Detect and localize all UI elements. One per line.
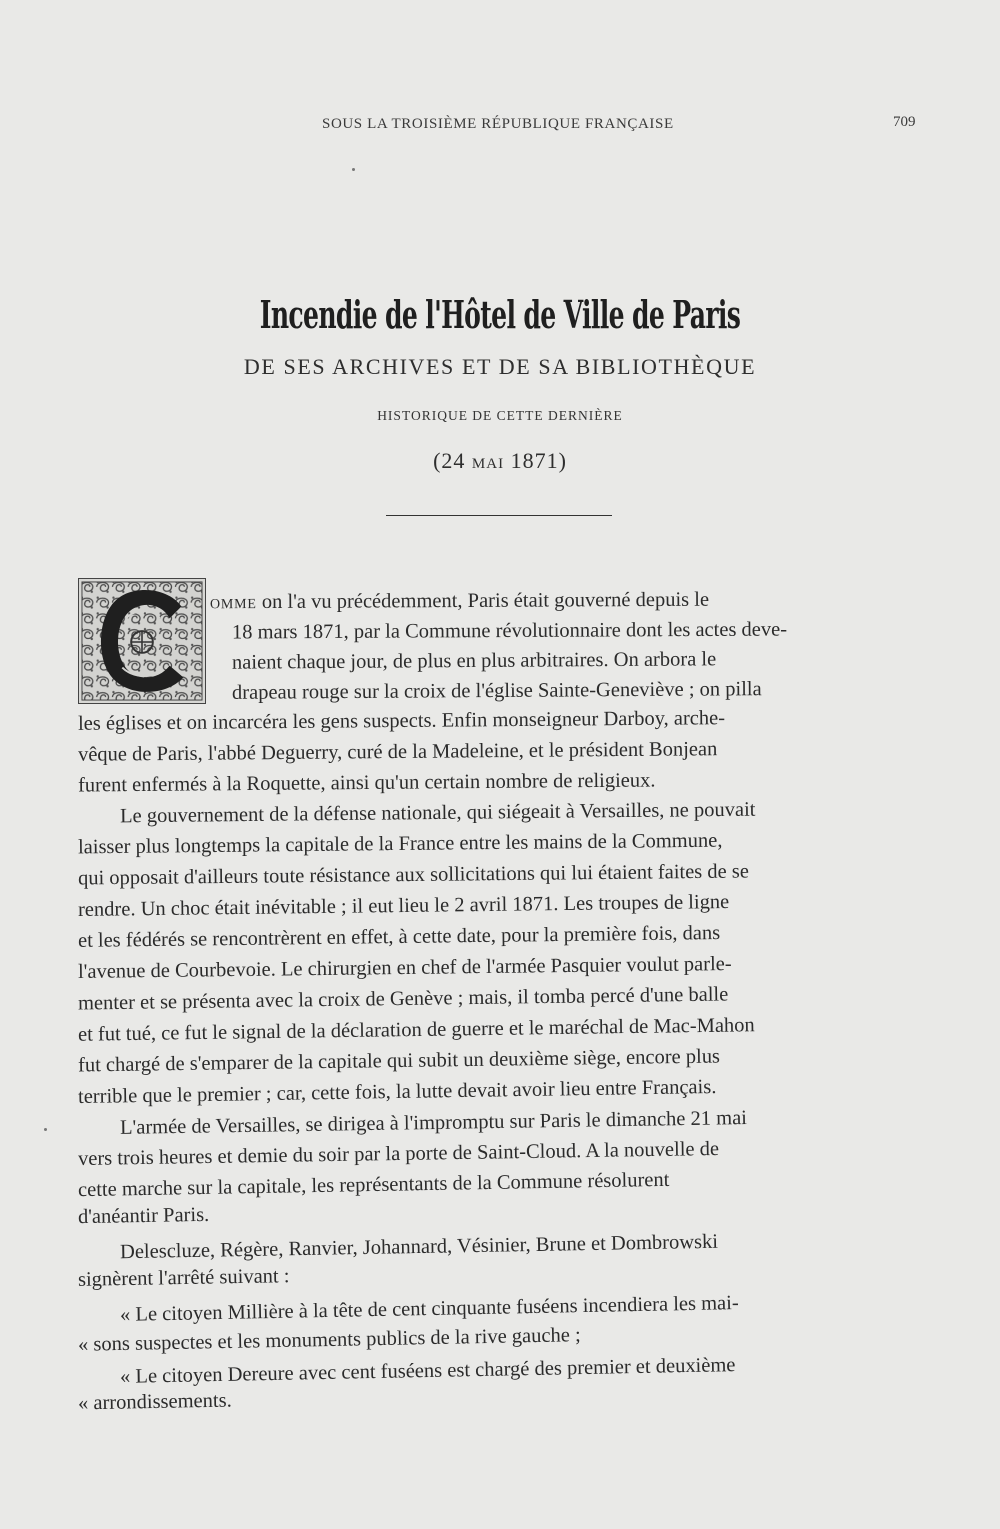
text-line: et fut tué, ce fut le signal de la déclaration de guerre et le maréchal de Mac-Mahon <box>77 1014 755 1046</box>
date-line <box>0 448 1000 474</box>
text-line: drapeau rouge sur la croix de l'église Sainte-Geneviève ; on pilla <box>231 678 762 704</box>
text-line: L'armée de Versailles, se dirigea à l'impromptu sur Paris le dimanche 21 mai <box>119 1107 748 1139</box>
text-line: terrible que le premier ; car, cette fois, la lutte devait avoir lieu entre Français. <box>77 1075 717 1109</box>
subsubtitle: HISTORIQUE DE CETTE DERNIÈRE <box>377 408 623 423</box>
text-line: l'avenue de Courbevoie. Le chirurgien en chef de l'armée Pasquier voulut parle- <box>77 953 732 983</box>
text-line: « sons suspectes et les monuments publics de la rive gauche ; <box>77 1324 581 1356</box>
text-line: 18 mars 1871, par la Commune révolutionnaire dont les actes deve- <box>231 618 788 644</box>
text-line: vêque de Paris, l'abbé Deguerry, curé de la Madeleine, et le président Bonjean <box>77 738 718 766</box>
text-line: rendre. Un choc était inévitable ; il eut lieu le 2 avril 1871. Les troupes de ligne <box>77 891 730 921</box>
text-line: « Le citoyen Millière à la tête de cent cinquante fuséens incendiera les mai- <box>119 1292 739 1326</box>
text-line: Delescluze, Régère, Ranvier, Johannard, Vésinier, Brune et Dombrowski <box>119 1230 719 1264</box>
text-line: « arrondissements. <box>77 1389 232 1415</box>
text-line: laisser plus longtemps la capitale de la France entre les mains de la Commune, <box>77 829 723 859</box>
text-line: qui opposait d'ailleurs toute résistance aux sollicitations qui lui étaient faites de se <box>77 860 750 890</box>
date-close: 1871) <box>504 448 567 473</box>
text-line: menter et se présenta avec la croix de Genève ; mais, il tomba percé d'une balle <box>77 983 729 1015</box>
title-divider <box>386 515 612 516</box>
ornamental-drop-cap-icon <box>78 578 206 704</box>
title-block <box>0 290 1000 474</box>
text-line: signèrent l'arrêté suivant : <box>77 1265 290 1291</box>
text-line: cette marche sur la capitale, les représentants de la Commune résolurent <box>77 1168 670 1202</box>
main-title: Incendie de l'Hôtel de Ville de Paris <box>259 292 741 337</box>
subtitle: DE SES ARCHIVES ET DE SA BIBLIOTHÈQUE <box>243 354 757 379</box>
date-open: (24 <box>433 448 472 473</box>
text-line: « Le citoyen Dereure avec cent fuséens est chargé des premier et deuxième <box>119 1354 736 1388</box>
text-line: Le gouvernement de la défense nationale, qui siégeait à Versailles, ne pouvait <box>119 798 756 828</box>
text-line: vers trois heures et demie du soir par la porte de Saint-Cloud. A la nouvelle de <box>77 1137 720 1171</box>
running-title: SOUS LA TROISIÈME RÉPUBLIQUE FRANÇAISE <box>322 116 674 132</box>
running-head <box>0 116 1000 140</box>
first-word: OMME <box>209 597 257 613</box>
text-line: d'anéantir Paris. <box>77 1203 210 1229</box>
text-line: furent enfermés à la Roquette, ainsi qu'un certain nombre de religieux. <box>77 769 656 797</box>
text-line: naient chaque jour, de plus en plus arbitraires. On arbora le <box>231 648 717 674</box>
page-number: 709 <box>893 114 916 130</box>
paper-speck <box>44 1128 47 1131</box>
date-month: MAI <box>471 456 505 472</box>
text-line: les églises et on incarcéra les gens suspects. Enfin monseigneur Darboy, arche- <box>77 707 726 735</box>
text-line: fut chargé de s'emparer de la capitale qui subit un deuxième siège, encore plus <box>77 1045 721 1077</box>
drop-cap-ornament <box>79 579 205 703</box>
text-line: et les fédérés se rencontrèrent en effet, à cette date, pour la première fois, dans <box>77 922 721 952</box>
text-line: OMME on l'a vu précédemment, Paris était gouverné depuis le <box>209 588 710 614</box>
paper-speck <box>352 168 355 171</box>
